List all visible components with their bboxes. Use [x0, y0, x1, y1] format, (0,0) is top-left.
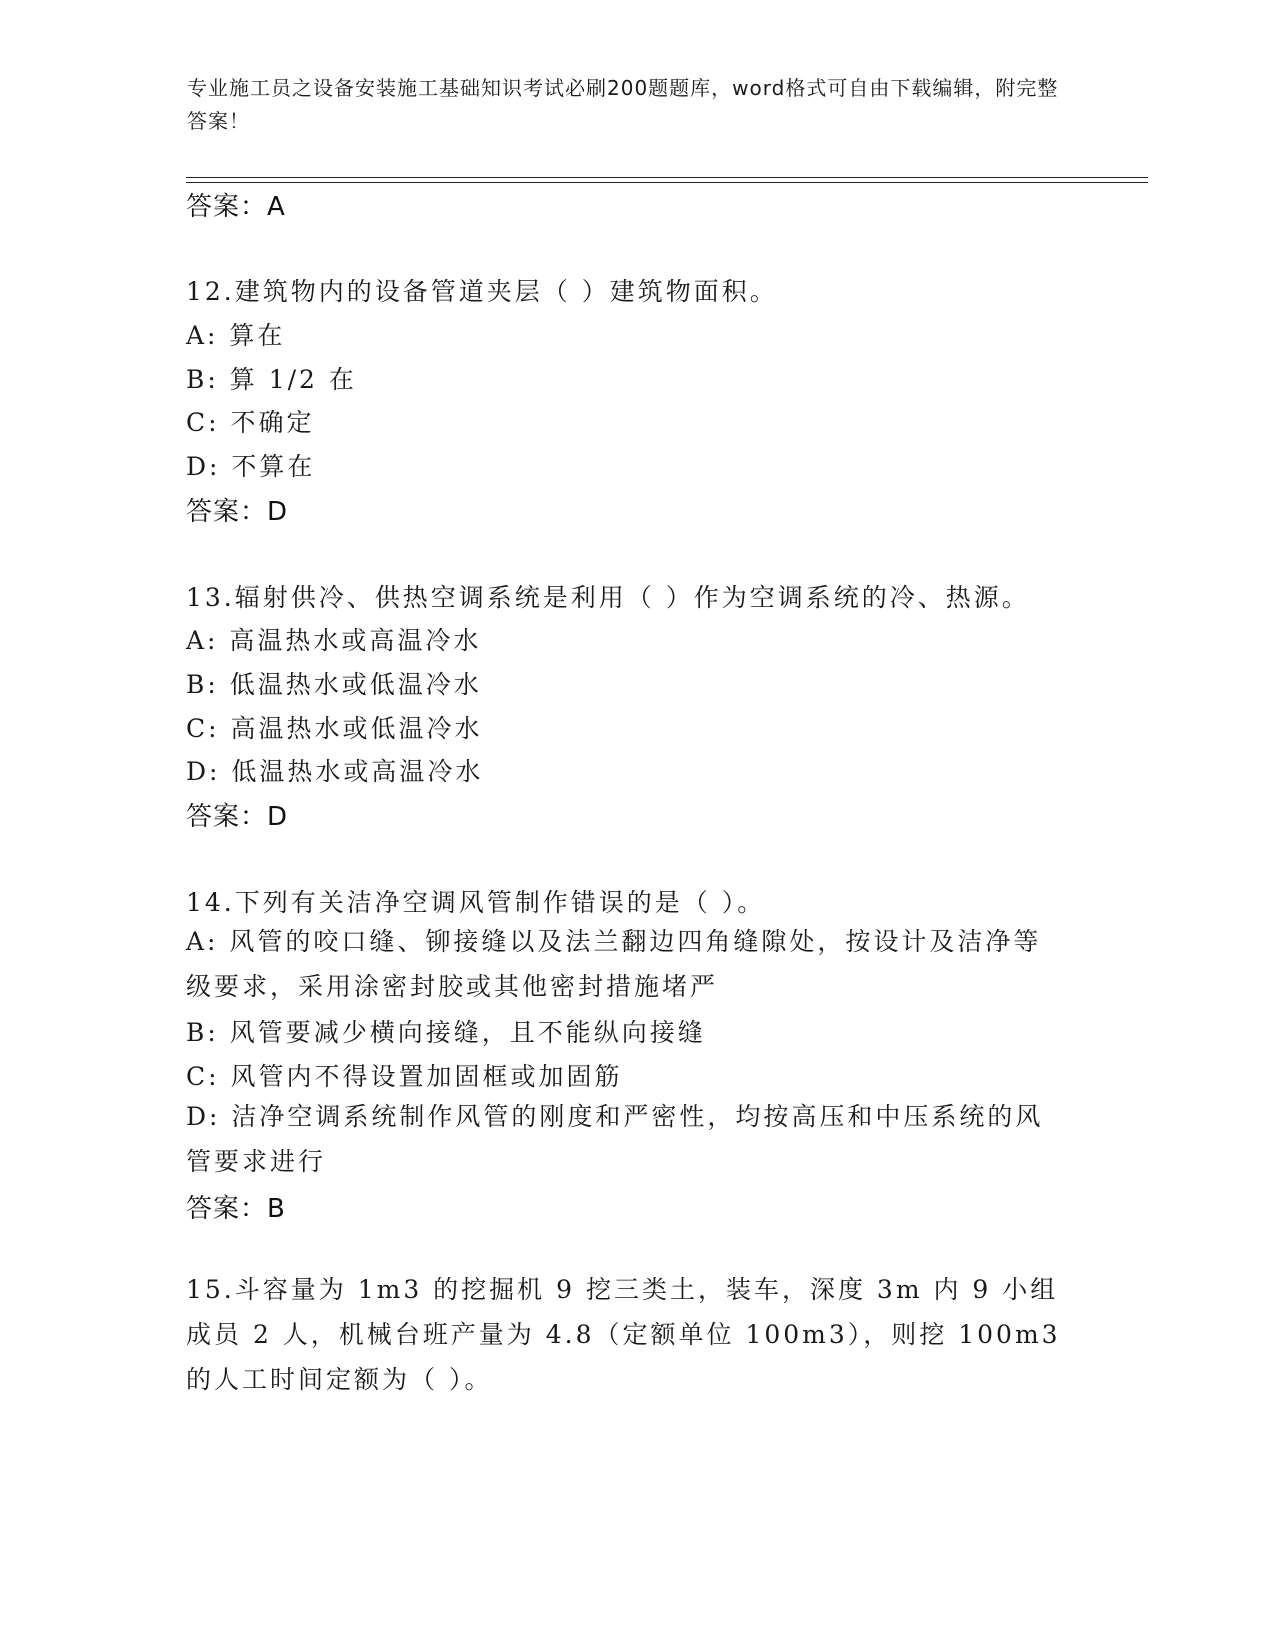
header-rule-top — [186, 177, 1148, 178]
question-14-option-c: C: 风管内不得设置加固框或加固筋 — [186, 1062, 623, 1091]
question-12-option-a: A: 算在 — [186, 321, 286, 350]
document-header: 专业施工员之设备安装施工基础知识考试必刷200题题库，word格式可自由下载编辑，附完整答案！ — [187, 76, 1059, 133]
answer-q13: 答案：D — [186, 802, 289, 832]
answer-q11: 答案：A — [186, 192, 286, 222]
question-14-option-d: D: 洁净空调系统制作风管的刚度和严密性，均按高压和中压系统的风管要求进行 — [186, 1102, 1044, 1176]
answer-q14: 答案：B — [186, 1194, 286, 1224]
question-12-option-d: D: 不算在 — [186, 452, 316, 481]
question-13-stem: 13.辐射供冷、供热空调系统是利用（ ）作为空调系统的冷、热源。 — [186, 583, 1030, 612]
question-15-stem: 15.斗容量为 1m3 的挖掘机 9 挖三类土，装车，深度 3m 内 9 小组成员 2 人，机械台班产量为 4.8（定额单位 100m3），则挖 100m3 的人工时间定额为（ ）。 — [186, 1275, 1061, 1394]
question-14-stem: 14.下列有关洁净空调风管制作错误的是（ ）。 — [186, 888, 766, 917]
header-rule-bottom — [186, 182, 1148, 183]
answer-q12: 答案：D — [186, 497, 289, 527]
question-12-stem: 12.建筑物内的设备管道夹层（ ）建筑物面积。 — [186, 277, 778, 306]
question-14-option-b: B: 风管要减少横向接缝，且不能纵向接缝 — [186, 1018, 706, 1047]
question-14-option-a: A: 风管的咬口缝、铆接缝以及法兰翻边四角缝隙处，按设计及洁净等级要求，采用涂密封胶或其他密封措施堵严 — [186, 927, 1042, 1001]
question-13-option-c: C: 高温热水或低温冷水 — [186, 714, 483, 743]
question-13-option-a: A: 高温热水或高温冷水 — [186, 626, 482, 655]
question-13-option-d: D: 低温热水或高温冷水 — [186, 757, 484, 786]
question-12-option-b: B: 算 1/2 在 — [186, 365, 357, 394]
question-13-option-b: B: 低温热水或低温冷水 — [186, 670, 482, 699]
question-12-option-c: C: 不确定 — [186, 408, 315, 437]
